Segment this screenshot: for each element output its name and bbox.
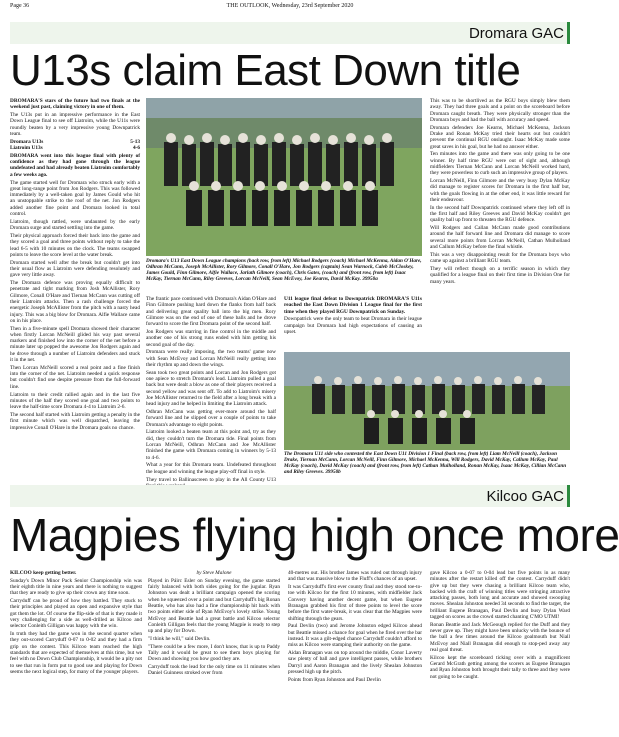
story1-para: The U13s put in an impressive performance in the East Down League final to see off Liatroim, while the U11s were roundly beaten by a very impressive young Downpatrick team. — [10, 112, 140, 137]
story1-para: Their physical approach forced their back into the game and they scored a goal and three points without reply to take the lead 6-5 with 10 minutes on the clock. The teams swapped points to leave the score level at the water break. — [10, 232, 140, 258]
story1-para: Dromara were really imposing, the two teams' game now with Sean McEvoy and Lorcan McNeill really getting into their rhythm up and down the wings. — [146, 349, 276, 368]
score-value-a: 5-13 — [130, 138, 140, 145]
scoreline-b — [10, 145, 140, 151]
story2-para: Paul Devlin (two) and Jerome Johnston edged Kilcoo ahead but Beattie missed a chance for goal when he fired over the bar instead. It was a gilt-edged chance Carryduff couldn't afford to miss as Kilcoo were stamping their authority on the game. — [288, 623, 422, 649]
story1-para: The Dromara defence was proving equally difficult to penetrate and tight marking from Josh McAllister, Rory Gilmore, Conall O'Hare and Tiernan McCann was cutting off their Liatroim attacks. Then a rash challenge forced the energetic Joseph McAllister from the pitch with a nasty head injury. This was a big blow for Dromara. Alfie Wallace came on in his place. — [10, 280, 140, 324]
section-header-kilcoo — [10, 485, 570, 507]
story1-para: Liatroim to their credit rallied again and in the last five minutes of the half they scored one goal and two points to leave the half-time score Dromara 4-4 to Liatroim 2-6. — [10, 391, 140, 411]
headline-magpies: Magpies flying high once more — [10, 509, 619, 561]
story1-para: Jon Rodgers was starring in fine control in the middle and another one of his strong runs ended with him getting his second goal of the day. — [146, 328, 276, 348]
section-accent-stripe — [567, 485, 570, 507]
story1-para: This was a very disappointing result for the Dromara boys who came up against a brilliant RGU team. — [430, 251, 570, 265]
story2-para: It was Carryduff's first ever county final and they stood toe-to-toe with Kilcoo for the first 10 minutes, with midfielder Jack Convery having another decent game, but when Eugene Branagan grabbed his first of three points to level the score before the first water-break, it was clear that the Magpies were shifting through the gears. — [288, 584, 422, 622]
headline-u13s: U13s claim East Down title — [10, 46, 521, 95]
story1-para: They will reflect though on a terrific season in which they qualified for a league final on their first time in Division One for many years. — [430, 265, 570, 285]
story2-col2 — [148, 570, 280, 678]
story2-col1 — [10, 570, 142, 677]
story1-col3 — [284, 296, 422, 337]
team-photo-u11 — [284, 352, 570, 450]
story1-para: What a year for this Dromara team. Undefeated throughout the league and winning the league play-off final in style. — [146, 462, 276, 475]
paper-dateline: THE OUTLOOK, Wednesday, 23rd September 2020 — [226, 3, 354, 9]
story1-para: Liatroim, though rattled, were undaunted by the early Dromara surge and started settling into the game. — [10, 218, 140, 232]
section-name: Kilcoo GAC — [486, 488, 564, 505]
story1-col1 — [10, 98, 140, 432]
story1-para: In the second half Downpatrick continued where they left off in the first half and Riley Greeves and David McKay couldn't get quality ball up front to threaten the RGU defence. — [430, 204, 570, 224]
story1-para: Will Rodgers and Callan McCann made good contributions around the half forward line and Dromara did manage to score several more points from Lorcan McNeill, Cathan Mulholland and Callum McKay before the final whistle. — [430, 225, 570, 251]
story1-para: The frantic pace continued with Dromara's Aidan O'Hare and Finn Gilmore pushing hard down the flanks from half back and delivering great quality ball into the big men. Rory Gilmore was on the end of one of these balls and he drove forward to score the first Dromara point of the second half. — [146, 296, 276, 328]
story1-para: Dromara started well after the break but couldn't get into their usual flow as Liatroim were defending resolutely and gave very little away. — [10, 259, 140, 279]
photo-caption-u13: Dromara's U13 East Down League champions (back row, from left) Michael Rodgers (coach) Michael McKenna, Aidan O'Hare, Odhran McCann, Joseph McAllister, Rory Gilmore, Conall O'Hare, Jon Rodgers (captain) Sean Warnock, Caleb McCloskey, James Gould, Finn Gilmore, Alfie Wallace, Jarlath Gilmore (coach), Chris Gates, (coach) and (front row, from left) Isaac McKay, Tiernan McCann, Riley Greeves, Lorcan McNeill, Sean McEvoy, Joe Kearns, David McKay. 39950a — [146, 258, 422, 282]
section-name: Dromara GAC — [468, 25, 564, 42]
team-photo-u13-image — [146, 98, 422, 256]
byline: by Steve Malone — [196, 570, 232, 576]
page-number: Page 36 — [10, 3, 30, 9]
story1-para: Downpatrick were the only team to beat Dromara in their league campaign but Dromara had high expectations of causing an upset. — [284, 316, 422, 335]
story2-para: Points from Ryan Johnston and Paul Devlin — [288, 676, 381, 683]
story1-para: Sean took two great points and Lorcan and Jon Rodgers got one apiece to stretch Dromara's lead. Liatroim pulled a goal back but were dealt a blow as one of their players received a second yellow and was sent off. To add to Liatroim's misery Joe McAllister returned to the field after a long break with a head injury and he helped in limiting the Liatroim attack. — [146, 369, 276, 408]
story2-para: gave Kilcoo a 0-07 to 0-04 lead but five points in as many minutes after the restart killed off the contest. Carryduff didn't give up but they were chasing a brilliant Kilcoo team who, backed with the craft of winning titles were stringing attractive attacking passes, both long and accurate and showed swooping moves. Shealan Johnston needed 34 seconds to find the target, the brilliant Eugene Branagan, Paul Devlin and busy Dylan Ward tagged on scores as the crowd started chanting C'MO UTMI! — [430, 570, 570, 621]
story1-para: Then Lorcan McNeill scored a real point and a fine finish into the corner of the net. Liatroim needed a quick response but couldn't find one despite pressure from the full-forward line. — [10, 364, 140, 390]
story2-para: Carryduff took the lead for the only time on 11 minutes when Daniel Guinness stroked over from — [148, 664, 280, 677]
story1-para: Then in a five-minute spell Dromara showed their character when firstly Lorcan McNeill glided his way past several markers and finished low into the corner of the net before a minute later up popped the awesome Jon Rodgers again and he drove through a number of Liatroim defenders and stuck it in the net. — [10, 325, 140, 364]
story2-para: In truth they had the game won in the second quarter when they out-scored Carryduff 0-07 to 0-02 and they had a firm grip on the contest. This Kilcoo team reached the high standards that are expected of themselves at this time, but we feel with no Down Club Championship, it would be a pity not to see that run in form put to good use and playing for Down seems the next logical step, for many of the younger players. — [10, 631, 142, 675]
story2-para: "I think he will," said Devlin. — [148, 635, 211, 642]
team-photo-u13 — [146, 98, 422, 256]
story1-para: Odhran McCann was getting ever-more around the half forward line and he slipped over a couple of points to take Dromara's advantage to eight points. — [146, 409, 276, 428]
u11-subhead: U11 league final defeat to Downpatrick DROMARA'S U11s reached the East Down Division 1 League final for the first time when they played RGU Downpatrick on Sunday. — [284, 296, 422, 315]
story2-para: "There could be a few more, I don't know, that is up to Paddy Tally and it would be great to see them boys playing for Down and showing you how good they are. — [148, 643, 280, 663]
score-team-b: Liatroim U13s — [10, 145, 43, 152]
story1-col2 — [146, 296, 276, 483]
story1-para-bold: DROMARA went into this league final with plenty of confidence as they had gone through the league undefeated and had already beaten Liatroim comfortably a few weeks ago. — [10, 152, 140, 178]
story1-para: The second half started with Liatroim getting a penalty in the first minute which was well dispatched, leaving the impressive Conall O'Hare in the Dromara goals no chance. — [10, 411, 140, 431]
story2-col4 — [430, 570, 570, 682]
story2-para: Sunday's Down Minor Pack Senior Championship win was their eighth title in nine years and there is nothing to suggest that they are ready to give up their crown any time soon. — [10, 577, 142, 597]
story2-para: Aidan Branagan was on top around the middle, Conor Laverty saw plenty of ball and gave intelligent passes, while brothers Darryl and Aaron Branagan and the lively Shealan Johnston pressed high up the pitch. — [288, 650, 422, 675]
story1-para: Lorcan McNeill, Finn Gilmore and the very busy Dylan McKay did manage to register scores for Dromara in the first half but, with the goals flowing in at the other end, it was little reward for their endeavour. — [430, 178, 570, 203]
section-header-dromara — [10, 22, 570, 44]
story1-para: The game started well for Dromara who struck early with a great long-range point from Jon Rodgers. This was followed immediately by a well-taken goal by James Gould who hit an unstoppable strike to the roof of the net. Jon Rodgers added another fine point and Dromara looked in total control. — [10, 179, 140, 218]
score-value-b: 4-6 — [132, 145, 140, 152]
story2-para: Played in Páirc Esler on Sunday evening, the game started fairly balanced with both sides going for the jugular. Ryan Johnston was dealt a brilliant campaign opened the scoring when he squeezed over a point and but Carryduff's big Ronan Beattie, who has also had a fine championship hit back with two points either side of Ryan McEvoy's lovely strike. Young McEvoy and Beattie had a great battle and Kilcoo selector Conleith Gilligan feels that the young Magpie is ready to step up and play for Down. — [148, 577, 280, 635]
section-accent-stripe — [567, 22, 570, 44]
story2-para: Ronan Beattie and Jack McGeough replied for the Duff and they never gave up. They might have been unlucky with the bounce of the ball a few times around the Kilcoo goalmouth but Niall McEvoy and Niall Branagan did enough to stop-ped away any real goal threat. — [430, 621, 570, 654]
story2-col3 — [288, 570, 422, 685]
story2-para: 40-metres out. His brother James was ruled out through injury and that was massive blow to the Fluff's chances of an upset. — [288, 570, 422, 583]
story2-kicker: KILCOO keep getting better. — [10, 570, 77, 576]
story1-para: This was to be shortlived as the RGU boys simply blew them away. They had three goals and a point on the scoreboard before Dromara caught breath. They were physically stronger than the Dromara boys and had the ball with accuracy and speed. — [430, 98, 570, 123]
story1-para: Liatroim looked a beaten team at this point and, try as they did, they couldn't turn the Dromara tide. Final points from Lorcan McNeill, Odhran McCann and Joe McAllister finished the game with Dromara coming in winners by 5-13 to 4-6. — [146, 429, 276, 461]
team-photo-u11-image — [284, 352, 570, 450]
story1-para: Ten minutes into the game and there was only going to be one winner. By half time RGU were out of sight and, although midfielders Tiernan McCann and Lorcan McNeill worked hard, they were powerless to curb such an impressive group of players. — [430, 151, 570, 177]
story2-para: Kilcoo kept the scoreboard ticking over with a magnificent Gerard McGrath getting among the scorers as Eugene Branagan and Ryan Johnston both brought their tally to three and they were not going to be caught. — [430, 654, 570, 680]
story1-lede: DROMARA'S stars of the future had two finals at the weekend just past, claiming victory in one of them. — [10, 98, 140, 111]
story2-para: Carryduff can be proud of how they battled. They stuck to their principles and played an open and expansive style that got them the lot. Of course the flip-side of that is they made it very challenging for a side as well-drilled as Kilcoo and selector Conleith Gilligan was happy with the win. — [10, 598, 142, 630]
story1-para: They travel to Ballinascreen to play in the All County U13 — [146, 476, 276, 483]
photo-caption-u11: The Dromara U11 side who contested the East Down U11 Division 1 Final (back row, from left) Liam McNeill (coach), Jackson Drake, Tiernan McCann, Lorcan McNeill, Finn Gilmore, Michael McKenna, Will Rodgers, David McKay, Callum McKay, Paul McKay (coach), David McKay (coach) and (front row, from left) Cathan Mulholland, Ronan McKay, Isaac McKay, Cillian McCann and Riley Greeves. 39950b — [284, 451, 567, 475]
score-team-a: Dromara U13s — [10, 138, 44, 145]
story1-para: Dromara defenders Joe Kearns, Michael McKenna, Jackson Drake and Ronan McKay tried their hearts out but couldn't prevent the continual RGU onslaught. Isaac McKay made some great saves in his goal, but he had no answer either. — [430, 124, 570, 150]
story1-col4 — [430, 98, 570, 286]
masthead — [10, 3, 570, 13]
